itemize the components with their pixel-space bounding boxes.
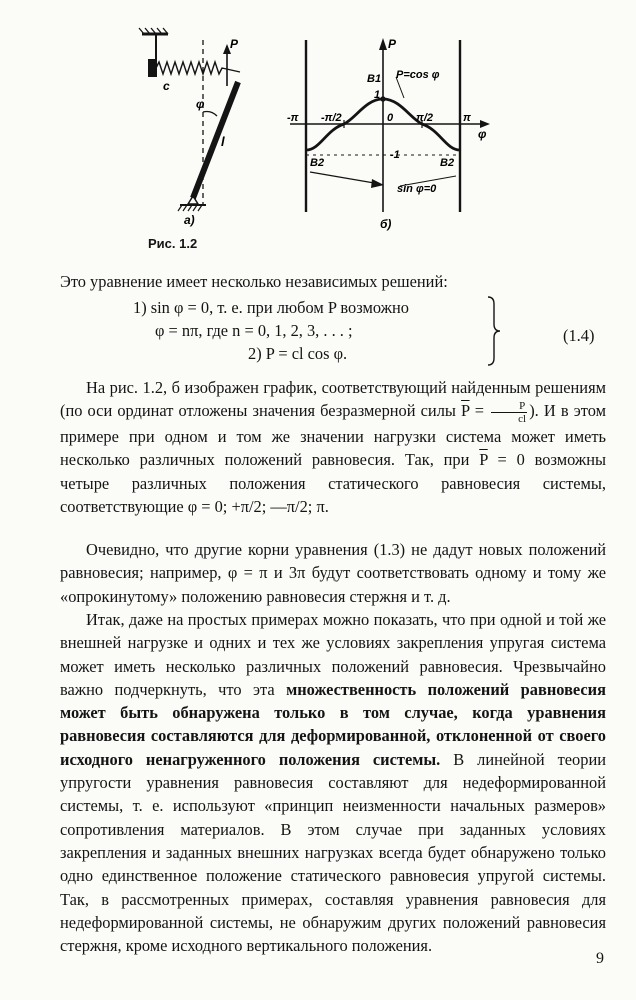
p-bar-symbol: $\overline{P}$	[461, 401, 470, 421]
label-B2-left: B2	[310, 157, 325, 169]
para3-part-a: Итак, даже на простых примерах можно показать, что при одной и той же внешней нагрузке и одних и тех же условиях закрепления упругая система может иметь несколько различных положений равновесия. Чрезвычайно важно подчеркнуть, что эта	[60, 610, 606, 699]
para1-part-a: На рис. 1.2, б изображен график, соответствующий найденным решениям (по оси ординат отложены значения безразмерной силы	[60, 378, 606, 421]
fraction-P-over-cl: $\frac{P}{cl}$	[491, 400, 527, 425]
figure-caption: Рис. 1.2	[148, 236, 198, 251]
label-pi-half: π/2	[416, 112, 434, 124]
equation-line-1: 1) sin φ = 0, т. е. при любом P возможно	[133, 298, 409, 317]
equilibrium-graph	[290, 38, 490, 212]
p-bar-symbol-2: $\overline{P}$	[479, 450, 488, 470]
label-c: c	[163, 79, 170, 93]
intro-text: Это уравнение имеет несколько независимых решений:	[60, 272, 448, 291]
label-neg-pi-half: -π/2	[321, 112, 342, 124]
label-B1: B1	[367, 73, 382, 85]
paragraph-3	[60, 608, 606, 957]
label-P-left: P	[230, 37, 239, 51]
label-neg-pi: -π	[287, 112, 299, 124]
para1-part-c: = 0 возможны четыре различных положения статического равновесия системы, соответствующие φ = 0; +π/2; —π/2; π.	[60, 450, 606, 516]
label-phi-left: φ	[196, 97, 205, 111]
label-curve: P=cos φ	[396, 69, 440, 81]
label-B2-right: B2	[440, 157, 455, 169]
figure-drawing	[0, 0, 636, 260]
figure-1-2	[0, 0, 636, 260]
label-a: а)	[184, 213, 195, 227]
page-number: 9	[596, 950, 604, 967]
equation-number: (1.4)	[563, 326, 595, 345]
paragraph-1	[60, 376, 606, 518]
label-pi: π	[463, 112, 471, 124]
para1-equals: =	[469, 401, 490, 421]
label-P-axis: P	[388, 37, 397, 51]
label-sin-phi: sin φ=0	[397, 183, 437, 195]
label-zero: 0	[387, 112, 394, 124]
para3-part-b: В линейной теории упругости уравнения равновесия составляют для недеформированной системы, т. е. используют «принцип неизменности начальных размеров» сопротивления материалов. В этом случае при заданных условиях закрепления и заданных внешних нагрузках всегда будет обнаружено только одно единственное положение статического равновесия упругой системы. Так, в рассмотренных примерах, составляя уравнения равновесия для недеформированной системы, не обнаружим других положений равновесия стержня, кроме исходного вертикального положения.	[60, 749, 606, 956]
para1-part-b: ). И в этом примере при одном и том же значении нагрузки система может иметь несколько различных положений равновесия. Так, при	[60, 401, 606, 470]
label-neg-one: -1	[390, 149, 400, 161]
label-one: 1	[374, 89, 381, 101]
paragraph-2: Очевидно, что другие корни уравнения (1.3) не дадут новых положений равновесия; например, φ = π и 3π будут соответствовать одному и тому же «опрокинутому» положению равновесия стержня и т. д.	[60, 540, 606, 606]
label-b: б)	[380, 217, 392, 231]
label-l: l	[221, 134, 225, 149]
para3-bold-emphasis: множественность положений равновесия может быть обнаружена только в том случае, когда уравнения равновесия составляются для деформированной, отклоненной от своего исходного ненагруженного положения системы.	[60, 679, 606, 769]
label-phi-axis: φ	[478, 127, 487, 141]
equation-line-2: φ = nπ, где n = 0, 1, 2, 3, . . . ;	[155, 321, 353, 340]
right-brace	[487, 296, 501, 366]
equation-line-3: 2) P = cl cos φ.	[248, 344, 348, 363]
rod-spring-schematic	[139, 28, 240, 211]
